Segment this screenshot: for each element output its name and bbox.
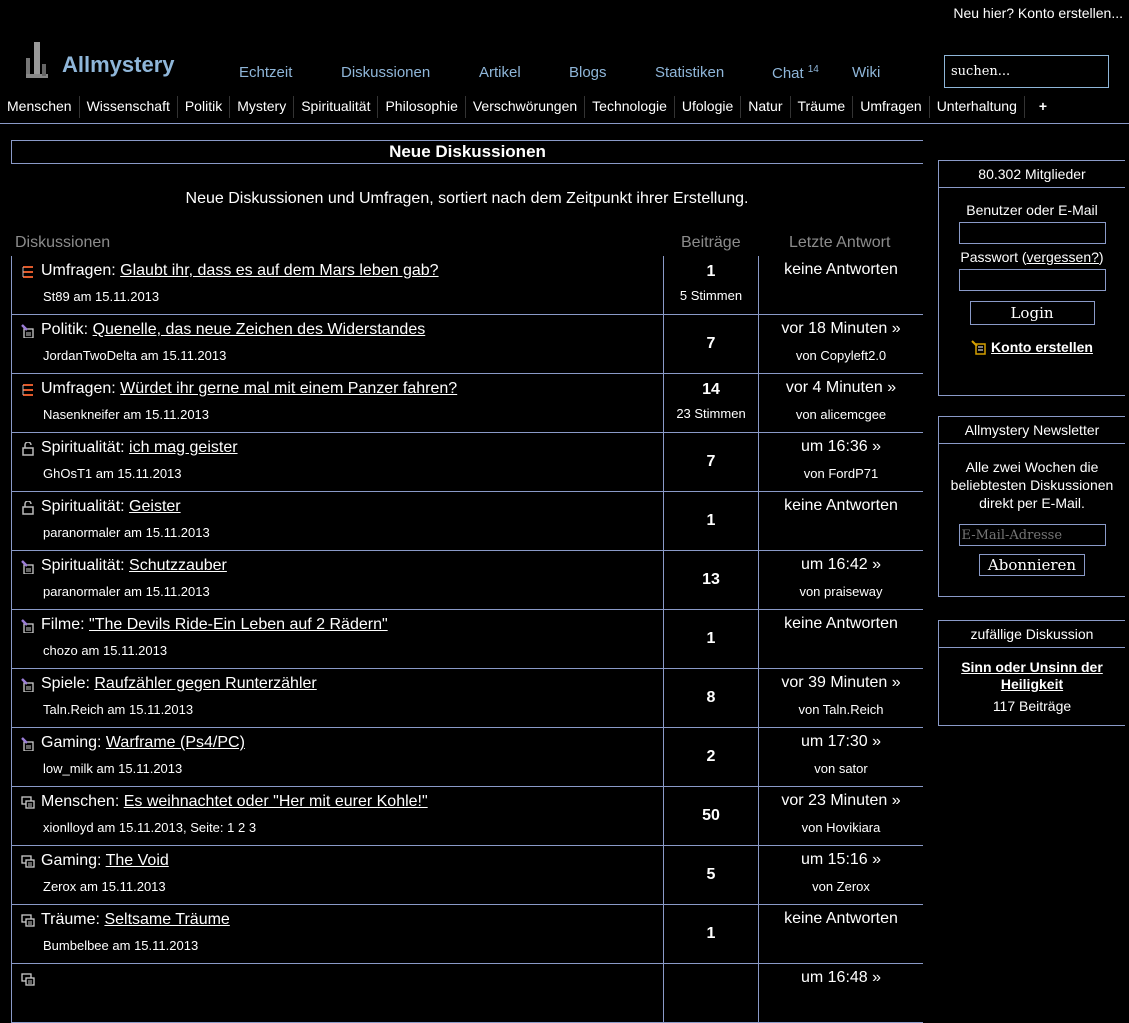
- post-count-cell: [663, 905, 759, 963]
- category-natur[interactable]: Natur: [741, 96, 790, 118]
- last-reply-author[interactable]: von FordP71: [803, 466, 879, 481]
- post-count-cell: [663, 964, 759, 1022]
- topic-category: Spiritualität:: [41, 439, 125, 456]
- page-link[interactable]: 2: [237, 820, 246, 835]
- new-topic-icon: [21, 619, 35, 633]
- topic-cell: [11, 433, 663, 491]
- vote-count: 23 Stimmen: [676, 406, 746, 421]
- topic-author[interactable]: Zerox: [43, 879, 77, 894]
- post-count-cell: [663, 728, 759, 786]
- lock-icon: [21, 501, 35, 515]
- topic-author[interactable]: xionlloyd: [43, 820, 94, 835]
- last-reply-cell: [759, 433, 923, 491]
- page-link[interactable]: 1: [227, 820, 235, 835]
- discussion-list: [11, 256, 923, 1023]
- topic-title-line: [41, 498, 181, 516]
- last-reply-time[interactable]: um 16:42 »: [800, 556, 882, 573]
- password-label-line: [939, 249, 1125, 265]
- topic-link[interactable]: ich mag geister: [129, 439, 238, 456]
- topic-category: Gaming:: [41, 852, 102, 869]
- nav-statistiken[interactable]: Statistiken: [655, 64, 725, 81]
- post-count: 7: [706, 335, 716, 352]
- category-unterhaltung[interactable]: Unterhaltung: [930, 96, 1025, 118]
- discussion-row: [11, 551, 923, 610]
- allmystery-logo-icon[interactable]: [24, 40, 50, 80]
- discussion-row: [11, 256, 923, 315]
- discussion-row: [11, 669, 923, 728]
- topic-date: am 15.11.2013: [81, 643, 168, 658]
- topic-date: am 15.11.2013: [73, 289, 160, 304]
- topic-category: Menschen:: [41, 793, 120, 810]
- member-count: 80.302 Mitglieder: [938, 160, 1125, 188]
- new-topic-icon: [21, 324, 35, 338]
- last-reply-time[interactable]: vor 18 Minuten »: [781, 320, 901, 337]
- category-wissenschaft[interactable]: Wissenschaft: [80, 96, 178, 118]
- last-reply-author[interactable]: von praiseway: [799, 584, 883, 599]
- topic-link[interactable]: Würdet ihr gerne mal mit einem Panzer fahren?: [120, 380, 458, 397]
- discussion-row: [11, 905, 923, 964]
- forgot-password-link[interactable]: vergessen?: [1026, 249, 1099, 265]
- newsletter-text: Alle zwei Wochen die beliebtesten Diskussionen direkt per E-Mail.: [950, 459, 1114, 511]
- column-last-reply: Letzte Antwort: [789, 234, 891, 251]
- chat-count-badge: 14: [807, 64, 819, 75]
- newsletter-box: [938, 416, 1125, 597]
- topic-date: am 15.11.2013: [140, 348, 227, 363]
- last-reply-cell: [759, 669, 923, 727]
- topic-date: am 15.11.2013: [123, 584, 210, 599]
- category-technologie[interactable]: Technologie: [585, 96, 675, 118]
- category-spiritualitaet[interactable]: Spiritualität: [294, 96, 378, 118]
- topic-link[interactable]: Schutzzauber: [129, 557, 227, 574]
- category-ufologie[interactable]: Ufologie: [675, 96, 741, 118]
- topic-date: am 15.11.2013, Seite:: [97, 820, 224, 835]
- topic-link[interactable]: Quenelle, das neue Zeichen des Widerstandes: [92, 321, 426, 338]
- post-count: 7: [706, 453, 716, 470]
- last-reply-time[interactable]: keine Antworten: [784, 497, 898, 514]
- post-count: 1: [706, 512, 716, 529]
- discussion-row: [11, 846, 923, 905]
- topic-title-line: [41, 439, 238, 457]
- last-reply-cell: [759, 728, 923, 786]
- post-count: 5: [706, 866, 716, 883]
- post-count-cell: [663, 551, 759, 609]
- topic-date: am 15.11.2013: [107, 702, 194, 717]
- last-reply-time[interactable]: um 16:48 »: [800, 969, 882, 986]
- last-reply-time[interactable]: vor 23 Minuten »: [781, 792, 901, 809]
- topic-cell: [11, 787, 663, 845]
- last-reply-time[interactable]: um 17:30 »: [800, 733, 882, 750]
- username-label: Benutzer oder E-Mail: [966, 202, 1098, 218]
- topic-cell: [11, 905, 663, 963]
- topic-cell: [11, 492, 663, 550]
- discussion-icon: [21, 973, 35, 987]
- login-box: [938, 160, 1125, 396]
- column-posts: Beiträge: [681, 234, 741, 251]
- topic-author[interactable]: Nasenkneifer: [43, 407, 120, 422]
- random-discussion-link[interactable]: Sinn oder Unsinn der Heiligkeit: [961, 659, 1103, 692]
- topic-author[interactable]: paranormaler: [43, 525, 121, 540]
- topic-date: am 15.11.2013: [79, 879, 166, 894]
- new-topic-icon: [21, 678, 35, 692]
- post-count: 50: [702, 807, 720, 824]
- page-description: Neue Diskussionen und Umfragen, sortiert nach dem Zeitpunkt ihrer Erstellung.: [185, 190, 749, 207]
- topic-cell: [11, 374, 663, 432]
- category-verschwoerungen[interactable]: Verschwörungen: [466, 96, 585, 118]
- post-count-cell: [663, 846, 759, 904]
- topic-author[interactable]: chozo: [43, 643, 78, 658]
- topic-meta: [43, 761, 182, 776]
- last-reply-author[interactable]: von alicemcgee: [795, 407, 887, 422]
- topic-title-line: [41, 380, 457, 398]
- topic-title-line: [41, 675, 317, 693]
- page-link[interactable]: 3: [248, 820, 257, 835]
- last-reply-cell: [759, 256, 923, 314]
- post-count: 13: [702, 571, 720, 588]
- topic-cell: [11, 551, 663, 609]
- topic-author[interactable]: paranormaler: [43, 584, 121, 599]
- topic-date: am 15.11.2013: [96, 761, 183, 776]
- topic-author[interactable]: JordanTwoDelta: [43, 348, 137, 363]
- last-reply-time[interactable]: um 16:36 »: [800, 438, 882, 455]
- topic-title-line: [41, 262, 439, 280]
- topic-author[interactable]: low_milk: [43, 761, 93, 776]
- topic-link[interactable]: "The Devils Ride-Ein Leben auf 2 Rädern": [89, 616, 388, 633]
- vote-count: 5 Stimmen: [679, 288, 743, 303]
- topic-link[interactable]: Seltsame Träume: [104, 911, 230, 928]
- topic-title-line: [41, 616, 388, 634]
- last-reply-time[interactable]: vor 4 Minuten »: [785, 379, 897, 396]
- topic-meta: [43, 643, 167, 658]
- topic-category: Gaming:: [41, 734, 102, 751]
- topic-category: Spiele:: [41, 675, 90, 692]
- post-count-cell: [663, 492, 759, 550]
- category-umfragen[interactable]: Umfragen: [853, 96, 929, 118]
- category-politik[interactable]: Politik: [178, 96, 230, 118]
- discussion-icon: [21, 796, 35, 810]
- topic-date: am 15.11.2013: [123, 407, 210, 422]
- topic-meta: [43, 584, 210, 599]
- post-count-cell: [663, 374, 759, 432]
- last-reply-author[interactable]: von Taln.Reich: [798, 702, 884, 717]
- post-count-cell: [663, 669, 759, 727]
- post-count: 14: [702, 381, 720, 398]
- topic-link[interactable]: Geister: [129, 498, 181, 515]
- nav-artikel[interactable]: Artikel: [479, 64, 521, 81]
- topic-category: Umfragen:: [41, 380, 116, 397]
- discussion-icon: [21, 855, 35, 869]
- topic-date: am 15.11.2013: [123, 525, 210, 540]
- post-count: 1: [706, 630, 716, 647]
- last-reply-cell: [759, 374, 923, 432]
- discussion-row: [11, 492, 923, 551]
- discussion-row: [11, 374, 923, 433]
- discussion-row: [11, 787, 923, 846]
- poll-icon: [21, 383, 35, 397]
- topic-meta: [43, 938, 198, 953]
- topic-cell: [11, 610, 663, 668]
- last-reply-time[interactable]: keine Antworten: [784, 261, 898, 278]
- create-account-row: [939, 339, 1125, 355]
- last-reply-cell: [759, 610, 923, 668]
- random-discussion-box: [938, 620, 1125, 726]
- last-reply-cell: [759, 492, 923, 550]
- topic-meta: [43, 702, 193, 717]
- discussion-row: [11, 315, 923, 374]
- topic-meta: [43, 289, 159, 304]
- last-reply-author[interactable]: von Zerox: [812, 879, 870, 894]
- table-header: [11, 234, 923, 256]
- topic-category: Spiritualität:: [41, 498, 125, 515]
- topic-cell: [11, 728, 663, 786]
- post-count: 1: [706, 925, 716, 942]
- topic-title-line: [41, 557, 227, 575]
- discussion-row: [11, 433, 923, 492]
- post-count: 8: [706, 689, 716, 706]
- password-field[interactable]: [959, 269, 1106, 291]
- topic-meta: [43, 879, 166, 894]
- topic-meta: [43, 348, 226, 363]
- topic-title-line: [41, 321, 425, 339]
- site-brand[interactable]: Allmystery: [62, 52, 175, 77]
- discussion-row: [11, 728, 923, 787]
- topic-author[interactable]: Taln.Reich: [43, 702, 104, 717]
- more-categories-button[interactable]: +: [1038, 98, 1048, 114]
- topic-author[interactable]: GhOsT1: [43, 466, 93, 481]
- nav-blogs[interactable]: Blogs: [569, 64, 607, 81]
- subscribe-button[interactable]: Abonnieren: [979, 554, 1085, 576]
- topic-link[interactable]: The Void: [105, 852, 169, 869]
- last-reply-author[interactable]: von Hovikiara: [801, 820, 881, 835]
- topic-title-line: [41, 734, 245, 752]
- topic-author[interactable]: St89: [43, 289, 70, 304]
- column-topics: Diskussionen: [15, 234, 111, 251]
- random-discussion-title: zufällige Diskussion: [938, 620, 1125, 648]
- new-topic-icon: [21, 560, 35, 574]
- last-reply-time[interactable]: vor 39 Minuten »: [781, 674, 901, 691]
- topic-cell: [11, 315, 663, 373]
- newsletter-title: Allmystery Newsletter: [938, 416, 1125, 444]
- topic-category: Politik:: [41, 321, 89, 338]
- topic-meta: [43, 525, 210, 540]
- discussion-row: [11, 610, 923, 669]
- new-topic-icon: [21, 737, 35, 751]
- topic-category: Filme:: [41, 616, 85, 633]
- discussion-row: [11, 964, 923, 1023]
- post-count: 2: [706, 748, 716, 765]
- page-title: Neue Diskussionen: [11, 140, 923, 164]
- random-discussion-posts: 117 Beiträge: [992, 698, 1072, 714]
- discussion-icon: [21, 914, 35, 928]
- nav-echtzeit[interactable]: Echtzeit: [239, 64, 293, 81]
- poll-icon: [21, 265, 35, 279]
- topic-category: Umfragen:: [41, 262, 116, 279]
- category-mystery[interactable]: Mystery: [230, 96, 294, 118]
- create-account-link[interactable]: Konto erstellen: [991, 339, 1093, 355]
- password-label-close: ): [1098, 249, 1104, 265]
- main-content: [11, 140, 923, 1023]
- last-reply-time[interactable]: keine Antworten: [784, 910, 898, 927]
- last-reply-time[interactable]: keine Antworten: [784, 615, 898, 632]
- username-field[interactable]: [959, 222, 1106, 244]
- post-count-cell: [663, 256, 759, 314]
- last-reply-cell: [759, 846, 923, 904]
- category-menschen[interactable]: Menschen: [0, 96, 80, 118]
- topic-category: Träume:: [41, 911, 100, 928]
- topic-title-line: [41, 793, 428, 811]
- last-reply-time[interactable]: um 15:16 »: [800, 851, 882, 868]
- last-reply-cell: [759, 787, 923, 845]
- last-reply-cell: [759, 964, 923, 1022]
- topic-meta: [43, 407, 209, 422]
- topic-cell: [11, 669, 663, 727]
- topic-cell: [11, 256, 663, 314]
- login-button[interactable]: Login: [970, 301, 1095, 325]
- newsletter-email-field[interactable]: [959, 524, 1106, 546]
- nav-chat[interactable]: [772, 64, 819, 82]
- password-label: Passwort (: [960, 249, 1027, 265]
- topic-author[interactable]: Bumbelbee: [43, 938, 109, 953]
- nav-chat-label: Chat: [772, 65, 804, 82]
- last-reply-cell: [759, 315, 923, 373]
- create-account-icon: [971, 339, 987, 355]
- post-count-cell: [663, 610, 759, 668]
- post-count-cell: [663, 433, 759, 491]
- category-traeume[interactable]: Träume: [791, 96, 854, 118]
- topic-title-line: [41, 852, 169, 870]
- last-reply-cell: [759, 905, 923, 963]
- topic-meta: [43, 820, 256, 835]
- topic-cell: [11, 964, 663, 1022]
- signup-link[interactable]: Neu hier? Konto erstellen...: [953, 5, 1123, 21]
- topic-link[interactable]: Glaubt ihr, dass es auf dem Mars leben gab?: [120, 262, 439, 279]
- post-count-cell: [663, 315, 759, 373]
- nav-wiki[interactable]: Wiki: [852, 64, 881, 81]
- topic-meta: [43, 466, 182, 481]
- nav-diskussionen[interactable]: Diskussionen: [341, 64, 431, 81]
- topic-link[interactable]: Es weihnachtet oder "Her mit eurer Kohle!": [123, 793, 428, 810]
- topic-date: am 15.11.2013: [95, 466, 182, 481]
- search-input[interactable]: [944, 55, 1109, 88]
- topic-link[interactable]: Warframe (Ps4/PC): [105, 734, 245, 751]
- last-reply-cell: [759, 551, 923, 609]
- last-reply-author[interactable]: von sator: [814, 761, 868, 776]
- topic-cell: [11, 846, 663, 904]
- last-reply-author[interactable]: von Copyleft2.0: [795, 348, 887, 363]
- post-count: 1: [706, 263, 716, 280]
- topic-title-line: [41, 911, 230, 929]
- topic-link[interactable]: Raufzähler gegen Runterzähler: [94, 675, 317, 692]
- category-bar: [0, 96, 1129, 124]
- post-count-cell: [663, 787, 759, 845]
- topic-category: Spiritualität:: [41, 557, 125, 574]
- category-philosophie[interactable]: Philosophie: [378, 96, 465, 118]
- topic-date: am 15.11.2013: [112, 938, 199, 953]
- lock-icon: [21, 442, 35, 456]
